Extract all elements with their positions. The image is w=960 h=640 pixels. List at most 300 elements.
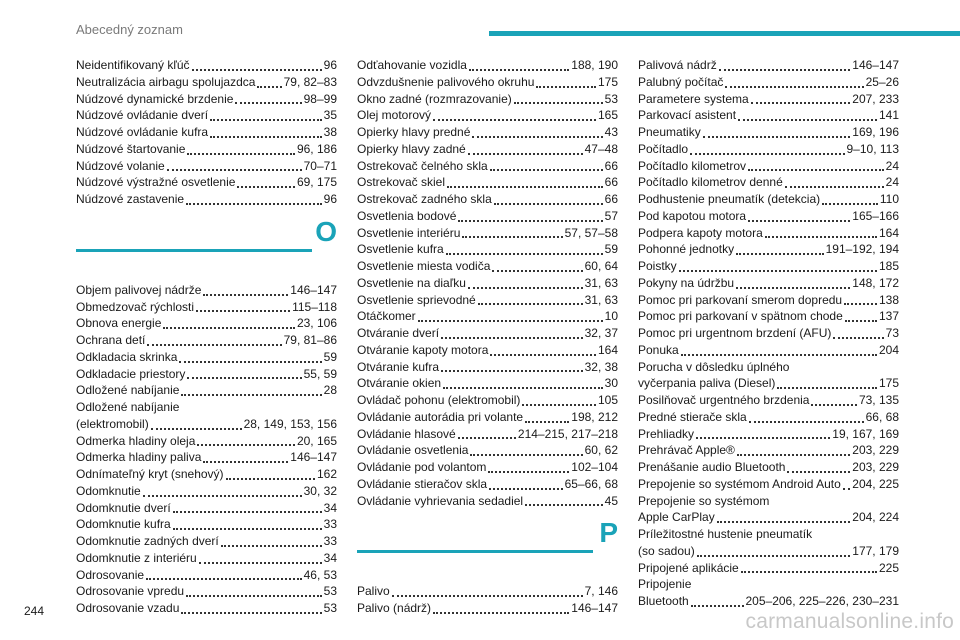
index-entry-row	[638, 241, 899, 258]
index-entry-row	[357, 583, 618, 600]
index-entry-row	[357, 74, 618, 91]
index-entry	[357, 57, 618, 74]
section-letter: P	[599, 517, 618, 549]
index-entry	[76, 299, 337, 316]
index-entry	[357, 241, 618, 258]
index-entry-pages: 57	[604, 208, 618, 223]
index-entry-pages: 141	[878, 108, 899, 123]
dot-leader	[433, 612, 569, 614]
index-entry-term: (so sadou)	[638, 543, 695, 558]
index-entry	[357, 359, 618, 376]
index-entry-term: Osvetlenie sprievodné	[357, 292, 476, 307]
index-entry-row	[357, 124, 618, 141]
index-entry-row	[357, 442, 618, 459]
index-entry	[638, 392, 899, 409]
index-entry	[638, 158, 899, 175]
index-entry-term: Odomknutie kufra	[76, 517, 171, 532]
index-entry-term: Otváranie okien	[357, 376, 442, 391]
dot-leader	[418, 320, 603, 322]
dot-leader	[181, 394, 321, 396]
index-entry-term: Odomknutie zadných dverí	[76, 534, 219, 548]
dot-leader	[785, 186, 884, 188]
dot-leader	[235, 102, 301, 104]
index-entry-pages: 53	[323, 584, 337, 599]
index-entry-pages: 24	[885, 175, 899, 190]
index-entry	[638, 476, 899, 493]
index-entry-row	[638, 107, 899, 124]
dot-leader	[226, 478, 315, 480]
index-entry-term: Odvzdušnenie palivového okruhu	[357, 74, 535, 89]
dot-leader	[472, 136, 602, 138]
dot-leader	[187, 153, 295, 155]
index-entry	[76, 449, 337, 466]
index-entry-row	[357, 459, 618, 476]
index-entry	[76, 600, 337, 617]
index-entry-row	[76, 500, 337, 517]
index-entry	[357, 292, 618, 309]
index-entry-row	[638, 509, 899, 526]
index-entry-term: Palivo	[357, 584, 390, 599]
index-entry-term: Odnímateľný kryt (snehový)	[76, 467, 224, 481]
index-entry-term: Predné stierače skla	[638, 409, 747, 424]
dot-leader	[488, 471, 569, 473]
dot-leader	[186, 203, 322, 205]
dot-leader	[514, 102, 603, 104]
index-entry-row	[76, 449, 337, 466]
index-entry-pages: 96	[323, 58, 337, 72]
header-accent-bar	[489, 31, 960, 36]
index-entry	[357, 459, 618, 476]
index-entry-row	[638, 141, 899, 158]
index-entry-term: Odťahovanie vozidla	[357, 58, 467, 72]
index-entry-term: Pomoc pri parkovaní smerom dopredu	[638, 292, 843, 307]
index-entry-row	[76, 533, 337, 550]
index-entry-pages: 198, 212	[571, 409, 618, 424]
index-entry-pages: 55, 59	[303, 366, 337, 381]
index-entry-row	[638, 459, 899, 476]
index-entry	[76, 282, 337, 299]
index-entry	[357, 308, 618, 325]
index-entry-pages: 138	[878, 292, 899, 307]
index-entry-pages: 28, 149, 153, 156	[243, 416, 337, 431]
index-entry-row	[357, 225, 618, 242]
index-entry-term: Ostrekovač skiel	[357, 175, 446, 190]
index-entry-pages: 59	[323, 349, 337, 364]
index-entry-pages: 162	[316, 467, 337, 481]
index-entry-row	[76, 382, 337, 399]
index-entry-term: Odrosovanie	[76, 567, 145, 582]
dot-leader	[173, 528, 322, 530]
index-entry-row	[357, 275, 618, 292]
index-entry-term: (elektromobil)	[76, 416, 149, 431]
index-entry	[76, 433, 337, 450]
index-entry-row	[76, 550, 337, 567]
index-entry-row	[76, 600, 337, 617]
index-entry-row	[76, 583, 337, 600]
index-entry	[638, 208, 899, 225]
index-entry	[638, 275, 899, 292]
index-entry	[357, 174, 618, 191]
index-entry-term: Ovládanie stieračov skla	[357, 476, 488, 491]
index-entry-pages: 32, 38	[584, 359, 618, 374]
index-entry-pages: 30	[604, 376, 618, 391]
index-entry-term: Podhustenie pneumatík (detekcia)	[638, 192, 821, 206]
index-entry-pages: 165–166	[852, 208, 899, 223]
dot-leader	[181, 612, 321, 614]
index-entry-row	[638, 308, 899, 325]
index-entry-pages: 53	[604, 91, 618, 106]
index-entry-row	[357, 493, 618, 510]
index-entry-term: Podpera kapoty motora	[638, 225, 763, 240]
index-entry	[76, 500, 337, 517]
index-entry-term: Ostrekovač čelného skla	[357, 158, 488, 173]
index-entry-pages: 146–147	[290, 450, 337, 465]
index-entry-pages: 60, 64	[584, 259, 618, 273]
index-entry	[357, 91, 618, 108]
index-entry-term: Olej motorový	[357, 108, 432, 123]
index-entry-pages: 165	[597, 108, 618, 123]
index-entry	[357, 141, 618, 158]
index-entry	[76, 550, 337, 567]
dot-leader	[777, 387, 877, 389]
index-entry-row	[357, 191, 618, 208]
dot-leader	[717, 521, 851, 523]
index-entry-row	[357, 325, 618, 342]
index-entry-row	[357, 292, 618, 309]
index-entry-row	[638, 191, 899, 208]
index-entry-row	[357, 57, 618, 74]
index-entry	[638, 325, 899, 342]
index-entry-term: Núdzové dynamické brzdenie	[76, 91, 234, 106]
index-entry-term: Otáčkomer	[357, 309, 416, 324]
index-entry-term: Apple CarPlay	[638, 510, 715, 525]
index-entry-term: Odomknutie z interiéru	[76, 550, 197, 565]
index-entry-term: Obmedzovač rýchlosti	[76, 299, 195, 314]
dot-leader	[210, 119, 322, 121]
index-entry-pages: 10	[604, 309, 618, 324]
index-column-1	[76, 57, 337, 617]
index-entry-term: Osvetlenie kufra	[357, 242, 444, 257]
index-entry-row	[76, 141, 337, 158]
dot-leader	[679, 270, 877, 272]
index-entry-pages: 53	[323, 601, 337, 615]
index-entry-pages: 46, 53	[303, 567, 337, 582]
dot-leader	[690, 153, 844, 155]
index-entry	[638, 292, 899, 309]
index-entry-row	[357, 208, 618, 225]
index-entry-term: Odrosovanie vzadu	[76, 601, 180, 615]
index-entry-row	[76, 315, 337, 332]
dot-leader	[741, 571, 877, 573]
index-column-3	[638, 57, 899, 610]
dot-leader	[257, 86, 281, 88]
index-entry-pages: 59	[604, 242, 618, 257]
index-entry-row	[76, 416, 337, 433]
index-entry	[76, 124, 337, 141]
index-entry-pages: 45	[604, 493, 618, 508]
index-entry	[638, 308, 899, 325]
index-entry-term: Núdzové ovládanie kufra	[76, 125, 209, 139]
index-entry-row	[357, 91, 618, 108]
index-entry-pages: 9–10, 113	[846, 141, 899, 156]
index-entry-term: Objem palivovej nádrže	[76, 282, 202, 297]
index-entry	[357, 258, 618, 275]
index-entry-term: Neidentifikovaný kľúč	[76, 58, 190, 72]
index-entry-term: Pod kapotou motora	[638, 208, 747, 223]
dot-leader	[522, 404, 596, 406]
index-entry	[638, 426, 899, 443]
dot-leader	[237, 186, 295, 188]
index-entry	[638, 191, 899, 208]
index-entry-row	[76, 516, 337, 533]
dot-leader	[203, 294, 288, 296]
index-entry-pages: 35	[323, 108, 337, 123]
index-entry-term: Otváranie kufra	[357, 359, 440, 374]
index-entry	[638, 459, 899, 476]
index-entry-pages: 164	[597, 342, 618, 357]
dot-leader	[525, 504, 603, 506]
index-entry-row	[76, 567, 337, 584]
index-entry	[76, 349, 337, 366]
index-entry-line: Porucha v dôsledku úplného	[638, 359, 790, 374]
index-entry-row	[357, 308, 618, 325]
index-entry	[76, 516, 337, 533]
dot-leader	[697, 555, 851, 557]
index-entry-term: Obnova energie	[76, 316, 162, 331]
index-entry-pages: 66, 68	[865, 409, 899, 424]
index-entry	[76, 174, 337, 191]
dot-leader	[525, 421, 569, 423]
index-entry-row	[638, 426, 899, 443]
index-entry-row	[357, 375, 618, 392]
index-entry-term: Pohonné jednotky	[638, 242, 735, 257]
index-entry-row	[638, 476, 899, 493]
dot-leader	[490, 169, 603, 171]
index-entry	[357, 476, 618, 493]
index-entry-term: Pripojené aplikácie	[638, 560, 739, 575]
index-entry	[76, 466, 337, 483]
index-entry-pages: 164	[878, 225, 899, 240]
index-entry	[638, 57, 899, 74]
dot-leader	[536, 86, 596, 88]
index-entry-pages: 23, 106	[296, 316, 337, 331]
index-entry-pages: 204	[878, 342, 899, 357]
dot-leader	[443, 387, 603, 389]
index-entry-pages: 32, 37	[584, 326, 618, 340]
index-entry-row	[638, 392, 899, 409]
index-entry-term: Osvetlenia bodové	[357, 208, 457, 223]
index-entry-row	[638, 57, 899, 74]
index-entry	[357, 74, 618, 91]
index-entry	[357, 225, 618, 242]
index-entry-pages: 96	[323, 192, 337, 206]
index-entry	[638, 560, 899, 577]
index-entry-term: Parkovací asistent	[638, 108, 737, 123]
index-entry-pages: 98–99	[303, 91, 337, 106]
index-entry	[638, 141, 899, 158]
index-entry-term: Pomoc pri urgentnom brzdení (AFU)	[638, 326, 832, 340]
dot-leader	[462, 236, 562, 238]
dot-leader	[751, 102, 851, 104]
index-entry-pages: 34	[323, 550, 337, 565]
dot-leader	[681, 354, 877, 356]
index-entry-row	[76, 433, 337, 450]
index-entry-row	[357, 241, 618, 258]
index-entry-term: Bluetooth	[638, 594, 689, 608]
index-entry-term: Odomknutie	[76, 483, 141, 498]
index-entry-pages: 79, 81–86	[283, 333, 337, 347]
index-entry-pages: 175	[597, 74, 618, 89]
index-entry-row	[76, 107, 337, 124]
index-entry-line: Odložené nabíjanie	[76, 400, 180, 414]
index-entry-pages: 34	[323, 500, 337, 515]
dot-leader	[822, 203, 878, 205]
index-entry-pages: 203, 229	[852, 460, 899, 474]
dot-leader	[478, 303, 583, 305]
watermark: carmanualsonline.info	[745, 610, 954, 633]
index-entry-row	[638, 225, 899, 242]
dot-leader	[199, 562, 322, 564]
index-entry-term: Palubný počítač	[638, 74, 724, 89]
dot-leader	[811, 404, 857, 406]
index-entry-row	[638, 325, 899, 342]
index-entry-pages: 31, 63	[584, 275, 618, 290]
index-entry-row	[76, 299, 337, 316]
index-entry-row	[357, 158, 618, 175]
index-entry-term: Odkladacie priestory	[76, 366, 186, 381]
index-entry-term: Otváranie dverí	[357, 326, 440, 340]
index-entry	[76, 332, 337, 349]
dot-leader	[458, 437, 516, 439]
dot-leader	[446, 253, 603, 255]
dot-leader	[173, 511, 322, 513]
index-entry-row	[638, 91, 899, 108]
index-entry-row	[638, 292, 899, 309]
dot-leader	[167, 169, 302, 171]
index-entry	[357, 600, 618, 617]
index-entry-term: Parametere systema	[638, 91, 749, 106]
dot-leader	[843, 488, 851, 490]
dot-leader	[765, 236, 877, 238]
index-entry	[638, 241, 899, 258]
index-entry-term: Odkladacia skrinka	[76, 349, 178, 364]
index-entry-term: Počítadlo kilometrov denné	[638, 175, 783, 190]
index-entry-term: Pomoc pri parkovaní v spätnom chode	[638, 309, 843, 324]
index-entry-row	[76, 282, 337, 299]
index-entry-pages: 33	[323, 534, 337, 548]
index-entry-row	[357, 409, 618, 426]
index-entry-pages: 204, 225	[852, 476, 899, 491]
index-entry-term: Palivová nádrž	[638, 58, 717, 72]
dot-leader	[725, 86, 863, 88]
index-entry	[638, 107, 899, 124]
index-entry-pages: 205–206, 225–226, 230–231	[745, 594, 899, 608]
index-entry-pages: 105	[597, 393, 618, 407]
index-entry-term: Núdzové výstražné osvetlenie	[76, 175, 236, 190]
index-entry	[76, 315, 337, 332]
index-entry	[357, 583, 618, 600]
index-entry-pages: 31, 63	[584, 292, 618, 307]
dot-leader	[151, 428, 242, 430]
index-entry	[76, 141, 337, 158]
index-entry-pages: 66	[604, 158, 618, 173]
index-entry-row	[76, 466, 337, 483]
index-entry-pages: 146–147	[290, 282, 337, 297]
index-entry-term: Neutralizácia airbagu spolujazdca	[76, 74, 256, 89]
index-entry-term: Ponuka	[638, 342, 679, 357]
index-entry	[357, 442, 618, 459]
index-entry-row	[357, 107, 618, 124]
index-entry-pages: 102–104	[571, 460, 618, 474]
index-entry	[638, 174, 899, 191]
dot-leader	[787, 471, 850, 473]
index-entry-pages: 79, 82–83	[283, 74, 337, 89]
index-entry-row	[76, 191, 337, 208]
index-entry-row	[76, 158, 337, 175]
index-entry	[357, 275, 618, 292]
dot-leader	[210, 136, 322, 138]
index-entry	[638, 74, 899, 91]
index-entry-term: Ovládanie osvetlenia	[357, 443, 469, 458]
index-entry-row	[357, 426, 618, 443]
dot-leader	[221, 545, 322, 547]
index-entry-pages: 73	[885, 326, 899, 340]
section-header	[357, 519, 618, 577]
dot-leader	[494, 203, 603, 205]
index-entry-pages: 214–215, 217–218	[517, 426, 618, 441]
index-entry-pages: 188, 190	[571, 58, 618, 72]
dot-leader	[441, 370, 583, 372]
index-entry	[638, 258, 899, 275]
index-entry-term: Opierky hlavy predné	[357, 125, 471, 139]
index-entry-pages: 28	[323, 383, 337, 398]
index-entry	[76, 567, 337, 584]
index-entry-term: Núdzové zastavenie	[76, 192, 185, 206]
index-entry-term: Ochrana detí	[76, 333, 146, 347]
index-entry-pages: 47–48	[584, 141, 618, 156]
dot-leader	[468, 153, 583, 155]
index-column-2	[357, 57, 618, 617]
index-entry-row	[76, 74, 337, 91]
index-entry	[76, 74, 337, 91]
dot-leader	[844, 303, 877, 305]
index-entry-pages: 146–147	[571, 601, 618, 615]
dot-leader	[736, 287, 850, 289]
index-entry-row	[638, 593, 899, 610]
index-entry-row	[638, 124, 899, 141]
index-entry-row	[638, 442, 899, 459]
index-entry	[638, 225, 899, 242]
index-entry-row	[638, 74, 899, 91]
index-entry	[638, 359, 899, 393]
index-entry	[76, 483, 337, 500]
index-entry-pages: 70–71	[303, 158, 337, 173]
index-entry-row	[357, 174, 618, 191]
index-entry-row	[638, 342, 899, 359]
index-entry-pages: 175	[878, 376, 899, 391]
index-entry-row	[638, 258, 899, 275]
dot-leader	[469, 69, 569, 71]
dot-leader	[179, 361, 321, 363]
dot-leader	[203, 461, 288, 463]
dot-leader	[719, 69, 851, 71]
index-entry	[638, 493, 899, 527]
index-entry	[638, 91, 899, 108]
dot-leader	[490, 354, 596, 356]
dot-leader	[845, 320, 877, 322]
dot-leader	[489, 488, 563, 490]
index-entry	[638, 442, 899, 459]
